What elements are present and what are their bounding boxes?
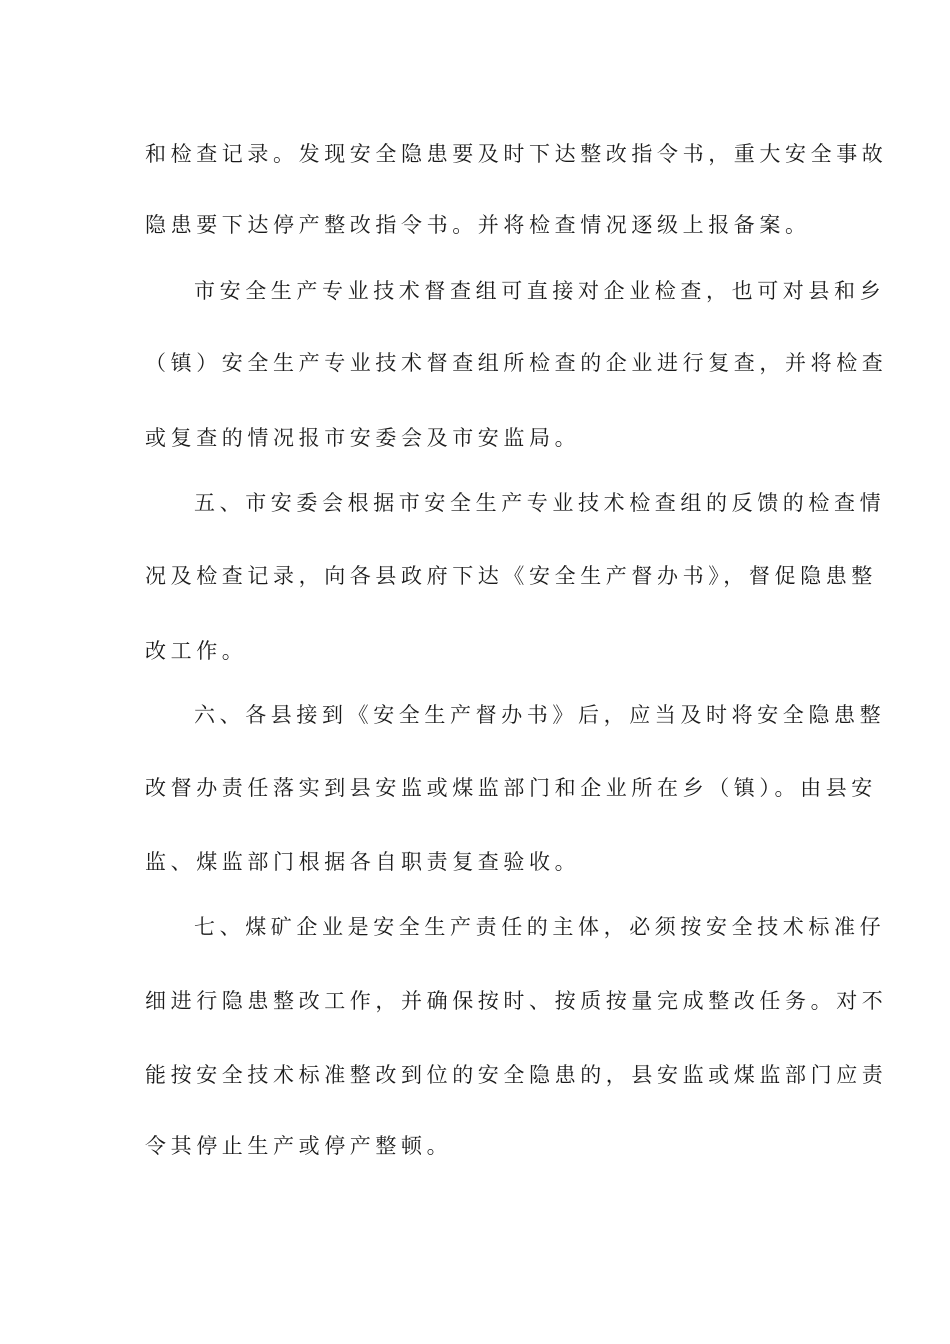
text-line: 改督办责任落实到县安监或煤监部门和企业所在乡（镇）。由县安 [145,776,877,800]
text-line: 或复查的情况报市安委会及市安监局。 [145,426,581,450]
text-line: 和检查记录。发现安全隐患要及时下达整改指令书，重大安全事故 [145,142,888,166]
text-line: 令其停止生产或停产整顿。 [145,1134,453,1158]
text-line: 监、煤监部门根据各自职责复查验收。 [145,850,581,874]
text-line: 能按安全技术标准整改到位的安全隐患的，县安监或煤监部门应责 [145,1063,888,1087]
text-line: 况及检查记录，向各县政府下达《安全生产督办书》，督促隐患整 [145,564,877,588]
paragraph-first-line: 五、市安委会根据市安全生产专业技术检查组的反馈的检查情 [194,491,886,515]
text-line: 改工作。 [145,639,248,663]
text-line: （镇）安全生产专业技术督查组所检查的企业进行复查，并将检查 [145,351,888,375]
text-line: 隐患要下达停产整改指令书。并将检查情况逐级上报备案。 [145,213,811,237]
text-line: 细进行隐患整改工作，并确保按时、按质按量完成整改任务。对不 [145,989,888,1013]
paragraph-first-line: 市安全生产专业技术督查组可直接对企业检查，也可对县和乡 [194,279,886,303]
paragraph-first-line: 七、煤矿企业是安全生产责任的主体，必须按安全技术标准仔 [194,915,886,939]
paragraph-first-line: 六、各县接到《安全生产督办书》后，应当及时将安全隐患整 [194,703,886,727]
